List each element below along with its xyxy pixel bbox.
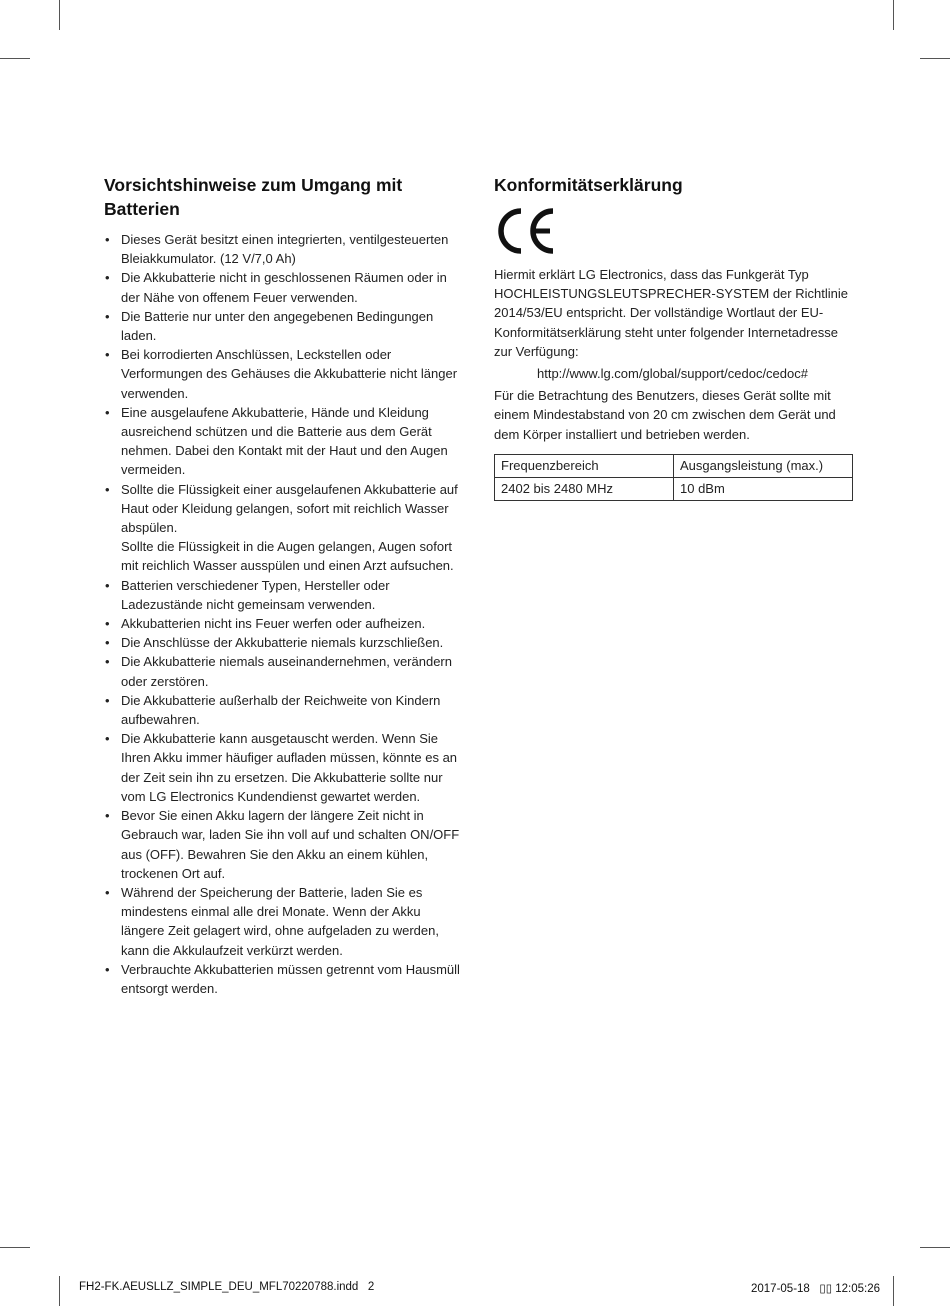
table-header-cell: Ausgangsleistung (max.) xyxy=(674,454,853,477)
list-item: • Die Akkubatterie niemals auseinandernehmen, verändern oder zerstören. xyxy=(104,652,466,690)
table-cell: 2402 bis 2480 MHz xyxy=(495,477,674,500)
list-item: • Akkubatterien nicht ins Feuer werfen oder aufheizen. xyxy=(104,614,466,633)
crop-mark xyxy=(893,0,894,30)
crop-mark xyxy=(893,1276,894,1306)
list-item: • Die Akkubatterie außerhalb der Reichweite von Kindern aufbewahren. xyxy=(104,691,466,729)
table-row xyxy=(495,477,853,500)
crop-mark xyxy=(59,1276,60,1306)
list-item: • Sollte die Flüssigkeit einer ausgelaufenen Akkubatterie auf Haut oder Kleidung gelangen, sofort mit reichlich Wasser abspülen. Sollte die Flüssigkeit in die Augen gelangen, Augen sofort mit reichlich Wasser ausspülen und einen Arzt aufsuchen. xyxy=(104,480,466,576)
list-item: • Eine ausgelaufene Akkubatterie, Hände und Kleidung ausreichend schützen und die Batterie aus dem Gerät nehmen. Dabei den Kontakt mit der Haut und den Augen vermeiden. xyxy=(104,403,466,480)
distance-note: Für die Betrachtung des Benutzers, dieses Gerät sollte mit einem Mindestabstand von 20 cm zwischen dem Gerät und dem Körper installiert und betrieben werden. xyxy=(494,388,836,442)
crop-mark xyxy=(0,1247,30,1248)
crop-mark xyxy=(0,58,30,59)
list-item: • Während der Speicherung der Batterie, laden Sie es mindestens einmal alle drei Monate. Wenn der Akku längere Zeit gelagert wird, ohne aufgeladen zu werden, kann die Akkulaufzeit verkürzt werden. xyxy=(104,883,466,960)
battery-precautions-heading: Vorsichtshinweise zum Umgang mit Batterien xyxy=(104,175,403,219)
declaration-url[interactable]: http://www.lg.com/global/support/cedoc/cedoc# xyxy=(537,366,808,382)
list-item: • Bei korrodierten Anschlüssen, Leckstellen oder Verformungen des Gehäuses die Akkubatterie nicht länger verwenden. xyxy=(104,345,466,403)
battery-precautions-section xyxy=(104,173,466,998)
list-item: • Verbrauchte Akkubatterien müssen getrennt vom Hausmüll entsorgt werden. xyxy=(104,960,466,998)
ce-mark-icon xyxy=(494,207,558,255)
crop-mark xyxy=(920,1247,950,1248)
footer-file-info: FH2-FK.AEUSLLZ_SIMPLE_DEU_MFL70220788.indd 2 xyxy=(79,1281,375,1293)
table-header-cell: Frequenzbereich xyxy=(495,454,674,477)
list-item: • Die Anschlüsse der Akkubatterie niemals kurzschließen. xyxy=(104,633,466,652)
table-header-row xyxy=(495,454,853,477)
conformity-section xyxy=(494,173,856,501)
conformity-heading: Konformitätserklärung xyxy=(494,175,683,195)
crop-mark xyxy=(920,58,950,59)
list-item: • Die Akkubatterie nicht in geschlossenen Räumen oder in der Nähe von offenem Feuer verwenden. xyxy=(104,268,466,306)
battery-precautions-list xyxy=(104,230,466,998)
crop-mark xyxy=(59,0,60,30)
list-item: • Batterien verschiedener Typen, Hersteller oder Ladezustände nicht gemeinsam verwenden. xyxy=(104,576,466,614)
table-cell: 10 dBm xyxy=(674,477,853,500)
footer-timestamp: 2017-05-18 ▯▯ 12:05:26 xyxy=(751,1283,881,1295)
list-item: • Die Batterie nur unter den angegebenen Bedingungen laden. xyxy=(104,307,466,345)
list-item: • Dieses Gerät besitzt einen integrierten, ventilgesteuerten Bleiakkumulator. (12 V/7,0 Ah) xyxy=(104,230,466,268)
list-item: • Bevor Sie einen Akku lagern der längere Zeit nicht in Gebrauch war, laden Sie ihn voll auf und schalten ON/OFF aus (OFF). Bewahren Sie den Akku an einem kühlen, trockenen Ort auf. xyxy=(104,806,466,883)
frequency-table xyxy=(494,454,853,501)
list-item: • Die Akkubatterie kann ausgetauscht werden. Wenn Sie Ihren Akku immer häufiger aufladen müssen, könnte es an der Zeit sein ihn zu ersetzen. Die Akkubatterie sollte nur vom LG Electronics Kundendienst gewartet werden. xyxy=(104,729,466,806)
declaration-text: Hiermit erklärt LG Electronics, dass das Funkgerät Typ HOCHLEISTUNGSLEUTSPRECHER-SYSTEM der Richtlinie 2014/53/EU entspricht. Der vollständige Wortlaut der EU-Konformitätserklärung steht unter folgender Internetadresse zur Verfügung: xyxy=(494,267,848,359)
